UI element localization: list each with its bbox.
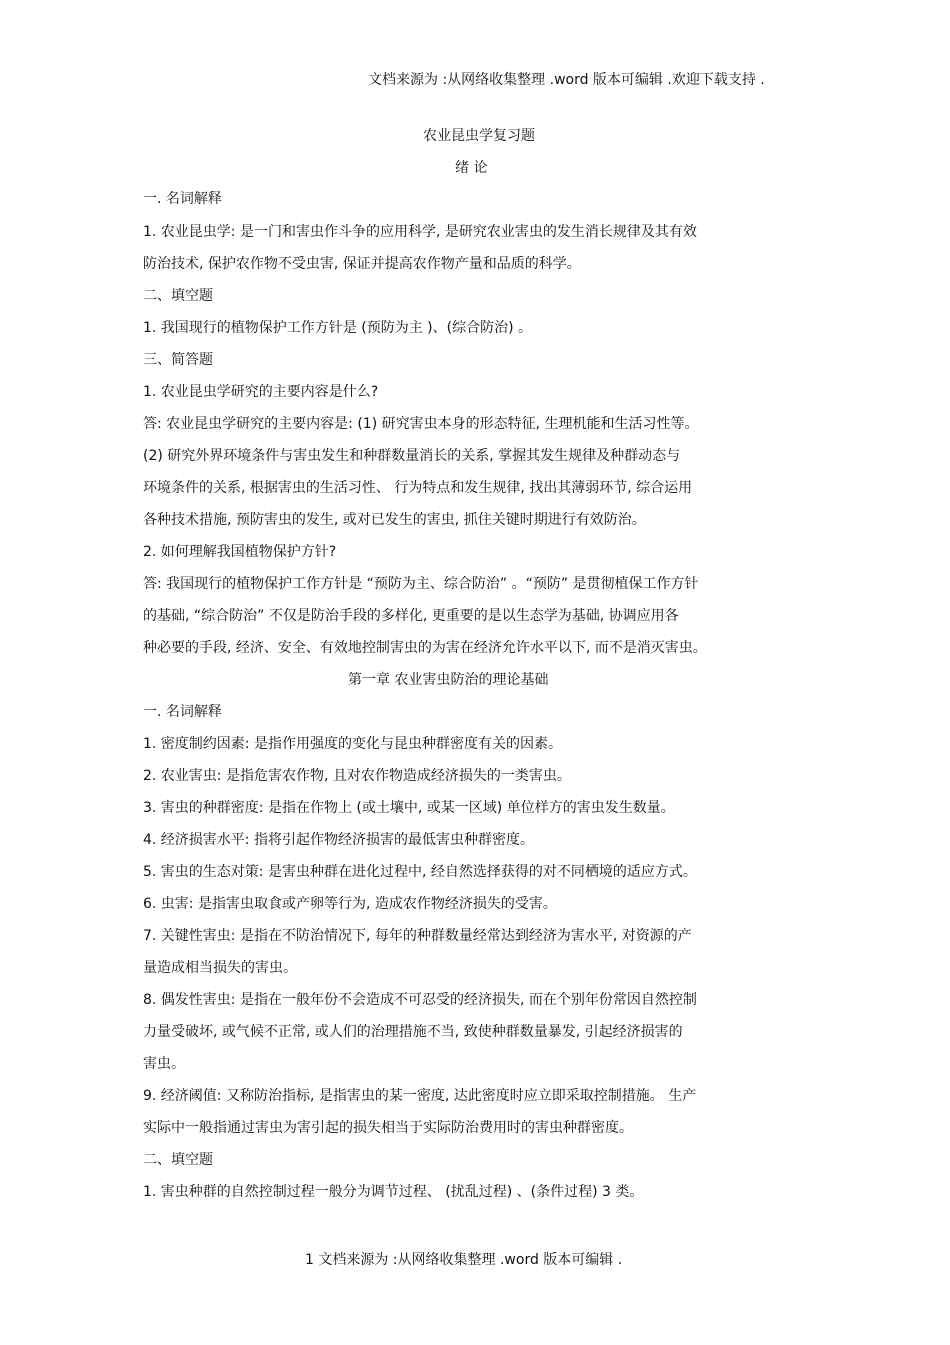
answer-line: 各种技术措施, 预防害虫的发生, 或对已发生的害虫, 抓住关键时期进行有效防治。 <box>143 512 646 528</box>
question: 1. 农业昆虫学研究的主要内容是什么? <box>143 384 379 400</box>
fill-in-item: 1. 我国现行的植物保护工作方针是 (预防为主 )、(综合防治) 。 <box>143 320 533 336</box>
definition-line: 5. 害虫的生态对策: 是害虫种群在进化过程中, 经自然选择获得的对不同栖境的适应方式。 <box>143 864 697 880</box>
heading-definitions: 一. 名词解释 <box>143 704 222 720</box>
heading-short-answer: 三、简答题 <box>143 352 213 368</box>
section-title-intro: 绪 论 <box>455 160 488 176</box>
definition-line: 3. 害虫的种群密度: 是指在作物上 (或土壤中, 或某一区域) 单位样方的害虫发生数量。 <box>143 800 675 816</box>
definition-line: 4. 经济损害水平: 指将引起作物经济损害的最低害虫种群密度。 <box>143 832 534 848</box>
fill-in-item: 1. 害虫种群的自然控制过程一般分为调节过程、 (扰乱过程) 、(条件过程) 3 类。 <box>143 1184 644 1200</box>
definition-line: 实际中一般指通过害虫为害引起的损失相当于实际防治费用时的害虫种群密度。 <box>143 1120 633 1136</box>
definition-line: 力量受破坏, 或气候不正常, 或人们的治理措施不当, 致使种群数量暴发, 引起经济损害的 <box>143 1024 683 1040</box>
document-title: 农业昆虫学复习题 <box>423 128 535 144</box>
definition-line: 1. 密度制约因素: 是指作用强度的变化与昆虫种群密度有关的因素。 <box>143 736 562 752</box>
answer-line: 答: 我国现行的植物保护工作方针是 “预防为主、综合防治” 。“预防” 是贯彻植保工作方针 <box>143 576 699 592</box>
definition-line: 量造成相当损失的害虫。 <box>143 960 297 976</box>
definition-line: 8. 偶发性害虫: 是指在一般年份不会造成不可忍受的经济损失, 而在个别年份常因自然控制 <box>143 992 697 1008</box>
page-header: 文档来源为 :从网络收集整理 .word 版本可编辑 .欢迎下载支持 . <box>368 72 765 88</box>
definition-line: 害虫。 <box>143 1056 185 1072</box>
heading-fill-in: 二、填空题 <box>143 288 213 304</box>
answer-line: 答: 农业昆虫学研究的主要内容是: (1) 研究害虫本身的形态特征, 生理机能和生活习性等。 <box>143 416 699 432</box>
answer-line: (2) 研究外界环境条件与害虫发生和种群数量消长的关系, 掌握其发生规律及种群动态与 <box>143 448 681 464</box>
answer-line: 种必要的手段, 经济、安全、有效地控制害虫的为害在经济允许水平以下, 而不是消灭害虫。 <box>143 640 707 656</box>
definition-line: 2. 农业害虫: 是指危害农作物, 且对农作物造成经济损失的一类害虫。 <box>143 768 571 784</box>
heading-definitions: 一. 名词解释 <box>143 191 222 207</box>
answer-line: 的基础, “综合防治” 不仅是防治手段的多样化, 更重要的是以生态学为基础, 协调应用各 <box>143 608 679 624</box>
definition-line: 7. 关键性害虫: 是指在不防治情况下, 每年的种群数量经常达到经济为害水平, 对资源的产 <box>143 928 692 944</box>
answer-line: 环境条件的关系, 根据害虫的生活习性、 行为特点和发生规律, 找出其薄弱环节, 综合运用 <box>143 480 693 496</box>
heading-fill-in: 二、填空题 <box>143 1152 213 1168</box>
definition-line: 1. 农业昆虫学: 是一门和害虫作斗争的应用科学, 是研究农业害虫的发生消长规律及其有效 <box>143 224 697 240</box>
definition-line: 防治技术, 保护农作物不受虫害, 保证并提高农作物产量和品质的科学。 <box>143 256 581 272</box>
definition-line: 9. 经济阈值: 又称防治指标, 是指害虫的某一密度, 达此密度时应立即采取控制措施。 生产 <box>143 1088 697 1104</box>
question: 2. 如何理解我国植物保护方针? <box>143 544 337 560</box>
definition-line: 6. 虫害: 是指害虫取食或产卵等行为, 造成农作物经济损失的受害。 <box>143 896 557 912</box>
page-footer: 1 文档来源为 :从网络收集整理 .word 版本可编辑 . <box>305 1252 623 1268</box>
chapter-title: 第一章 农业害虫防治的理论基础 <box>348 672 549 688</box>
